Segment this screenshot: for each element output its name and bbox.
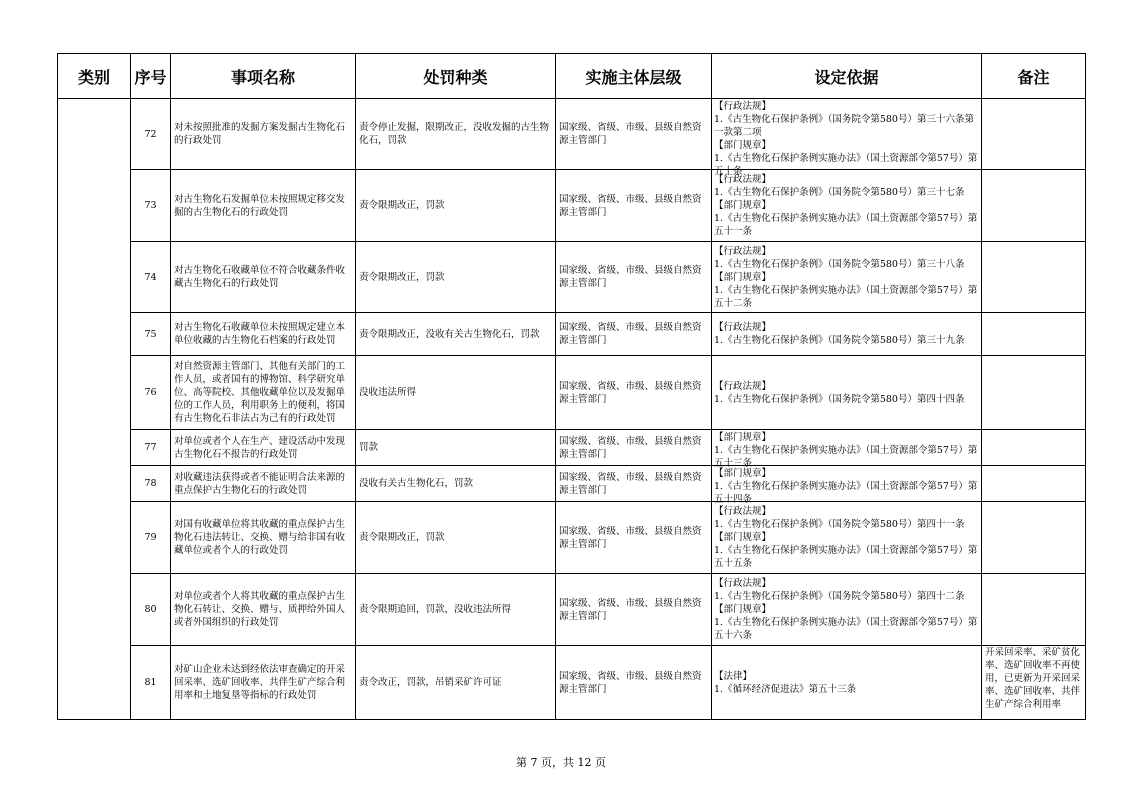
- penalty-type-cell: 责令限期改正，罚款: [356, 502, 556, 574]
- header-level: 实施主体层级: [556, 54, 712, 99]
- level-cell: 国家级、省级、市级、县级自然资源主管部门: [556, 646, 712, 720]
- remark-cell: [982, 313, 1086, 356]
- basis-line: 【部门规章】: [714, 532, 772, 543]
- basis-line: 【行政法规】: [714, 578, 772, 589]
- basis-line: 【部门规章】: [714, 431, 772, 443]
- basis-cell: [712, 466, 982, 505]
- remark-cell: [982, 242, 1086, 313]
- basis-line: 1.《古生物化石保护条例实施办法》（国土资源部令第57号）第五十六条: [714, 617, 978, 641]
- level-cell: 国家级、省级、市级、县级自然资源主管部门: [556, 356, 712, 430]
- basis-line: 1.《古生物化石保护条例实施办法》（国土资源部令第57号）第五十三条: [714, 444, 978, 469]
- header-seq: 序号: [131, 54, 171, 99]
- table-row: [58, 313, 1086, 356]
- penalty-type-cell: 罚款: [356, 430, 556, 466]
- basis-line: 【部门规章】: [714, 604, 772, 615]
- basis-line: 【部门规章】: [714, 467, 772, 479]
- basis-line: 1.《循环经济促进法》第五十三条: [714, 683, 857, 695]
- seq-cell: 77: [131, 430, 171, 466]
- item-name-cell: 对单位或者个人在生产、建设活动中发现古生物化石不报告的行政处罚: [171, 430, 356, 466]
- item-name-cell: 对未按照批准的发掘方案发掘古生物化石的行政处罚: [171, 99, 356, 170]
- basis-line: 1.《古生物化石保护条例实施办法》（国土资源部令第57号）第五十四条: [714, 480, 978, 505]
- basis-cell: [712, 430, 982, 469]
- item-name-cell: 对矿山企业未达到经依法审查确定的开采回采率、选矿回收率、共伴生矿产综合利用率和土地复垦等指标的行政处罚: [171, 646, 356, 720]
- remark-cell: [982, 99, 1086, 170]
- level-cell: 国家级、省级、市级、县级自然资源主管部门: [556, 502, 712, 574]
- item-name-cell: 对国有收藏单位将其收藏的重点保护古生物化石违法转让、交换、赠与给非国有收藏单位或者个人的行政处罚: [171, 502, 356, 574]
- remark-cell: [982, 466, 1086, 502]
- basis-line: 1.《古生物化石保护条例》（国务院令第580号）第四十二条: [714, 591, 965, 602]
- penalty-type-cell: 责令限期追回，罚款，没收违法所得: [356, 574, 556, 646]
- basis-line: 1.《古生物化石保护条例实施办法》（国土资源部令第57号）第五十二条: [714, 284, 978, 309]
- seq-cell: 81: [131, 646, 171, 720]
- item-name-cell: 对古生物化石发掘单位未按照规定移交发掘的古生物化石的行政处罚: [171, 170, 356, 242]
- page-footer: 第 7 页，共 12 页: [516, 756, 606, 769]
- penalty-table: [57, 53, 1086, 720]
- basis-line: 【部门规章】: [714, 139, 772, 151]
- remark-cell: [982, 574, 1086, 646]
- basis-line: 1.《古生物化石保护条例》（国务院令第580号）第四十四条: [714, 393, 965, 405]
- level-cell: 国家级、省级、市级、县级自然资源主管部门: [556, 466, 712, 502]
- basis-line: 【行政法规】: [714, 506, 772, 517]
- basis-cell: [712, 574, 982, 646]
- seq-cell: 79: [131, 502, 171, 574]
- table-row: [58, 646, 1086, 720]
- basis-line: 1.《古生物化石保护条例》（国务院令第580号）第三十八条: [714, 258, 965, 270]
- basis-line: 【行政法规】: [714, 174, 772, 185]
- basis-cell: [712, 170, 982, 242]
- item-name-cell: 对单位或者个人将其收藏的重点保护古生物化石转让、交换、赠与、质押给外国人或者外国组织的行政处罚: [171, 574, 356, 646]
- penalty-table-sheet: [57, 53, 1086, 720]
- level-cell: 国家级、省级、市级、县级自然资源主管部门: [556, 574, 712, 646]
- penalty-type-cell: 责令限期改正，罚款: [356, 170, 556, 242]
- remark-cell: [982, 430, 1086, 466]
- basis-line: 【部门规章】: [714, 200, 772, 211]
- basis-line: 1.《古生物化石保护条例实施办法》（国土资源部令第57号）第五十五条: [714, 545, 978, 569]
- remark-cell: [982, 502, 1086, 574]
- category-cell: [58, 99, 131, 720]
- remark-cell: [982, 356, 1086, 430]
- basis-line: 【行政法规】: [714, 380, 772, 392]
- item-name-cell: 对收藏违法获得或者不能证明合法来源的重点保护古生物化石的行政处罚: [171, 466, 356, 502]
- remark-cell: [982, 170, 1086, 242]
- level-cell: 国家级、省级、市级、县级自然资源主管部门: [556, 313, 712, 356]
- basis-line: 【法律】: [714, 670, 753, 682]
- seq-cell: 73: [131, 170, 171, 242]
- header-category: 类别: [58, 54, 131, 99]
- header-remark: 备注: [982, 54, 1086, 99]
- table-row: [58, 466, 1086, 502]
- seq-cell: 76: [131, 356, 171, 430]
- table-row: [58, 99, 1086, 170]
- penalty-type-cell: 责令限期改正，没收有关古生物化石，罚款: [356, 313, 556, 356]
- table-row: [58, 170, 1086, 242]
- basis-line: 【行政法规】: [714, 245, 772, 257]
- table-row: [58, 242, 1086, 313]
- basis-line: 【行政法规】: [714, 100, 772, 112]
- header-item-name: 事项名称: [171, 54, 356, 99]
- item-name-cell: 对古生物化石收藏单位不符合收藏条件收藏古生物化石的行政处罚: [171, 242, 356, 313]
- header-penalty-type: 处罚种类: [356, 54, 556, 99]
- basis-line: 1.《古生物化石保护条例实施办法》（国土资源部令第57号）第五十条: [714, 152, 978, 177]
- item-name-cell: 对古生物化石收藏单位未按照规定建立本单位收藏的古生物化石档案的行政处罚: [171, 313, 356, 356]
- basis-line: 1.《古生物化石保护条例实施办法》（国土资源部令第57号）第五十一条: [714, 213, 978, 237]
- table-header-row: [58, 54, 1086, 99]
- penalty-type-cell: 责令限期改正，罚款: [356, 242, 556, 313]
- level-cell: 国家级、省级、市级、县级自然资源主管部门: [556, 99, 712, 170]
- table-row: [58, 430, 1086, 466]
- table-row: [58, 356, 1086, 430]
- basis-line: 【行政法规】: [714, 322, 772, 333]
- penalty-type-cell: 责令停止发掘，限期改正，没收发掘的古生物化石，罚款: [356, 99, 556, 170]
- item-name-cell: 对自然资源主管部门、其他有关部门的工作人员，或者国有的博物馆、科学研究单位、高等院校、其他收藏单位以及发掘单位的工作人员，利用职务上的便利，将国有古生物化石非法占为己有的行政处罚: [171, 356, 356, 430]
- basis-line: 1.《古生物化石保护条例》（国务院令第580号）第三十七条: [714, 187, 965, 198]
- level-cell: 国家级、省级、市级、县级自然资源主管部门: [556, 170, 712, 242]
- header-basis: 设定依据: [712, 54, 982, 99]
- seq-cell: 80: [131, 574, 171, 646]
- seq-cell: 74: [131, 242, 171, 313]
- level-cell: 国家级、省级、市级、县级自然资源主管部门: [556, 242, 712, 313]
- remark-cell: 开采回采率、采矿贫化率、选矿回收率不再使用，已更新为开采回采率、选矿回收率、共伴生矿产综合利用率: [982, 646, 1086, 720]
- basis-line: 【部门规章】: [714, 271, 772, 283]
- penalty-type-cell: 责令改正，罚款，吊销采矿许可证: [356, 646, 556, 720]
- basis-line: 1.《古生物化石保护条例》（国务院令第580号）第四十一条: [714, 519, 965, 530]
- table-row: [58, 502, 1086, 574]
- basis-cell: [712, 356, 982, 430]
- seq-cell: 78: [131, 466, 171, 502]
- penalty-type-cell: 没收有关古生物化石，罚款: [356, 466, 556, 502]
- basis-line: 1.《古生物化石保护条例》（国务院令第580号）第三十九条: [714, 335, 965, 346]
- basis-cell: [712, 242, 982, 313]
- basis-cell: [712, 313, 982, 356]
- basis-line: 1.《古生物化石保护条例》（国务院令第580号）第三十六条第一款第二项: [714, 113, 974, 138]
- seq-cell: 75: [131, 313, 171, 356]
- basis-cell: [712, 99, 982, 177]
- basis-cell: [712, 502, 982, 574]
- seq-cell: 72: [131, 99, 171, 170]
- table-row: [58, 574, 1086, 646]
- basis-cell: [712, 646, 982, 720]
- level-cell: 国家级、省级、市级、县级自然资源主管部门: [556, 430, 712, 466]
- penalty-type-cell: 没收违法所得: [356, 356, 556, 430]
